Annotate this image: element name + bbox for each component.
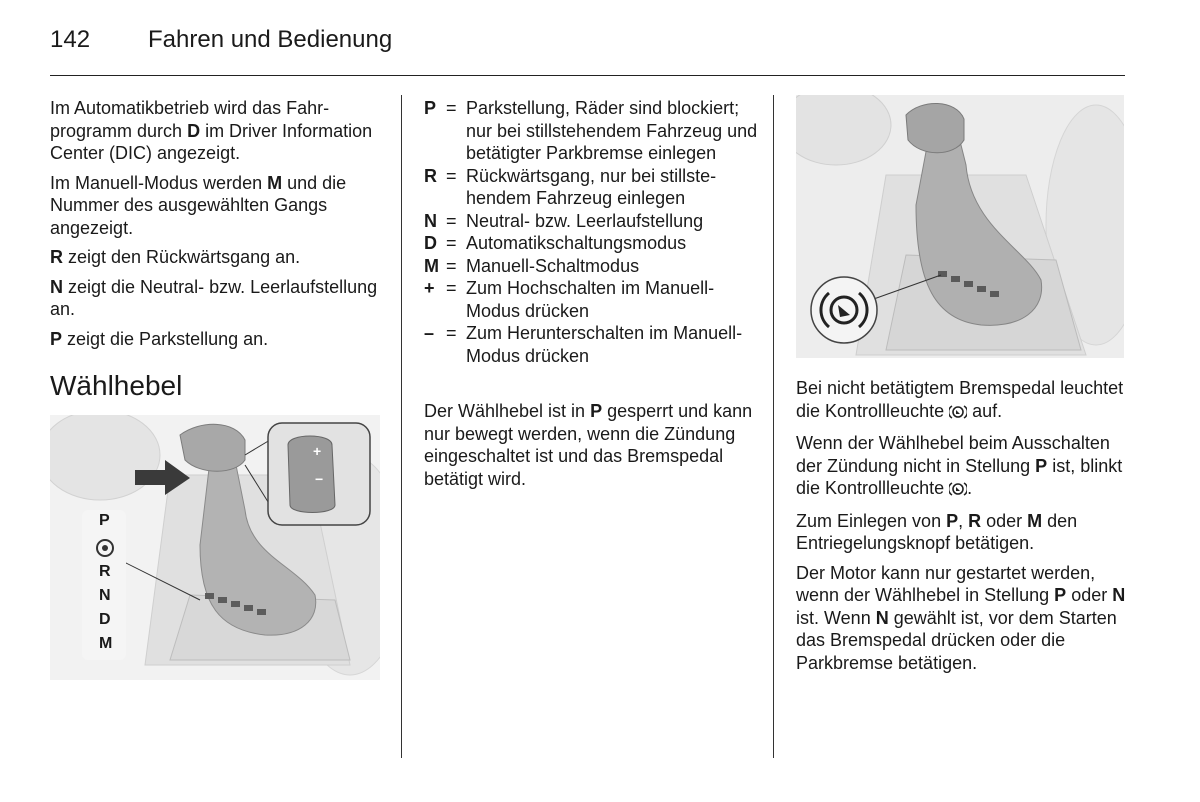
paragraph: R zeigt den Rückwärtsgang an. <box>50 247 301 267</box>
paragraph: P zeigt die Parkstellung an. <box>50 328 269 349</box>
paragraph: Der Motor kann nur gestartet werden, wenn der Wählhebel in Stellung P oder N ist. Wenn N gewählt ist, vor dem Starten das Bremspedal drücken oder die Parkbremse betätigen. <box>796 562 1126 673</box>
column-divider-1 <box>401 95 402 758</box>
inset-minus-label: − <box>315 471 324 487</box>
page-section-title: Fahren und Bedienung <box>148 26 393 53</box>
legend-item: R = Rückwärtsgang, nur bei stillstehendem Fahrzeug einlegen <box>424 165 717 208</box>
page-number: 142 <box>50 26 91 53</box>
gear-label-N: N <box>99 587 111 604</box>
legend-item: + = Zum Hochschalten im Manuell-Modus drücken <box>424 278 715 321</box>
paragraph: Zum Einlegen von P, R oder M den Entriegelungsknopf betätigen. <box>796 510 1078 553</box>
gear-selector-illustration <box>50 415 380 680</box>
gear-label-R: R <box>99 563 111 580</box>
column-1-text <box>50 97 385 357</box>
paragraph: Der Wählhebel ist in P gesperrt und kann nur bewegt werden, wenn die Zündung eingeschaltet ist und das Bremspedal betätigt wird. <box>424 401 753 489</box>
brake-indicator-illustration <box>796 95 1124 358</box>
brake-control-lamp-icon <box>949 480 967 503</box>
paragraph: Bei nicht betätigtem Bremspedal leuchtet die Kontrollleuchte auf. <box>796 377 1131 425</box>
inset-plus-label: + <box>313 443 322 459</box>
gear-legend <box>424 97 764 367</box>
brake-indicator-drawing <box>796 95 1124 358</box>
header-divider <box>50 75 1125 76</box>
paragraph: N zeigt die Neutral- bzw. Leerlaufstellung an. <box>50 276 378 319</box>
paragraph: Im Automatikbetrieb wird das Fahrprogramm durch D im Driver Information Center (DIC) angezeigt. <box>50 98 373 163</box>
gear-label-M: M <box>99 635 113 652</box>
paragraph: Im Manuell-Modus werden M und die Nummer des ausgewählten Gangs angezeigt. <box>50 172 347 238</box>
legend-item: – = Zum Herunterschalten im Manuell-Modus drücken <box>424 323 743 366</box>
column-3-text <box>796 377 1131 681</box>
paragraph: Wenn der Wählhebel beim Ausschalten der Zündung nicht in Stellung P ist, blinkt die Kontrollleuchte . <box>796 432 1131 503</box>
section-heading: Wählhebel <box>50 370 183 401</box>
gear-label-D: D <box>99 611 111 628</box>
gear-label-P: P <box>99 512 110 529</box>
legend-item: N = Neutral- bzw. Leerlaufstellung <box>424 210 704 231</box>
legend-item: M = Manuell-Schaltmodus <box>424 255 640 276</box>
column-2-paragraph <box>424 400 754 497</box>
legend-item: P = Parkstellung, Räder sind blockiert; nur bei stillstehendem Fahrzeug und betätigter Parkbremse einlegen <box>424 98 758 163</box>
column-divider-2 <box>773 95 774 758</box>
brake-control-lamp-icon <box>949 403 967 426</box>
legend-item: D = Automatikschaltungsmodus <box>424 233 687 253</box>
